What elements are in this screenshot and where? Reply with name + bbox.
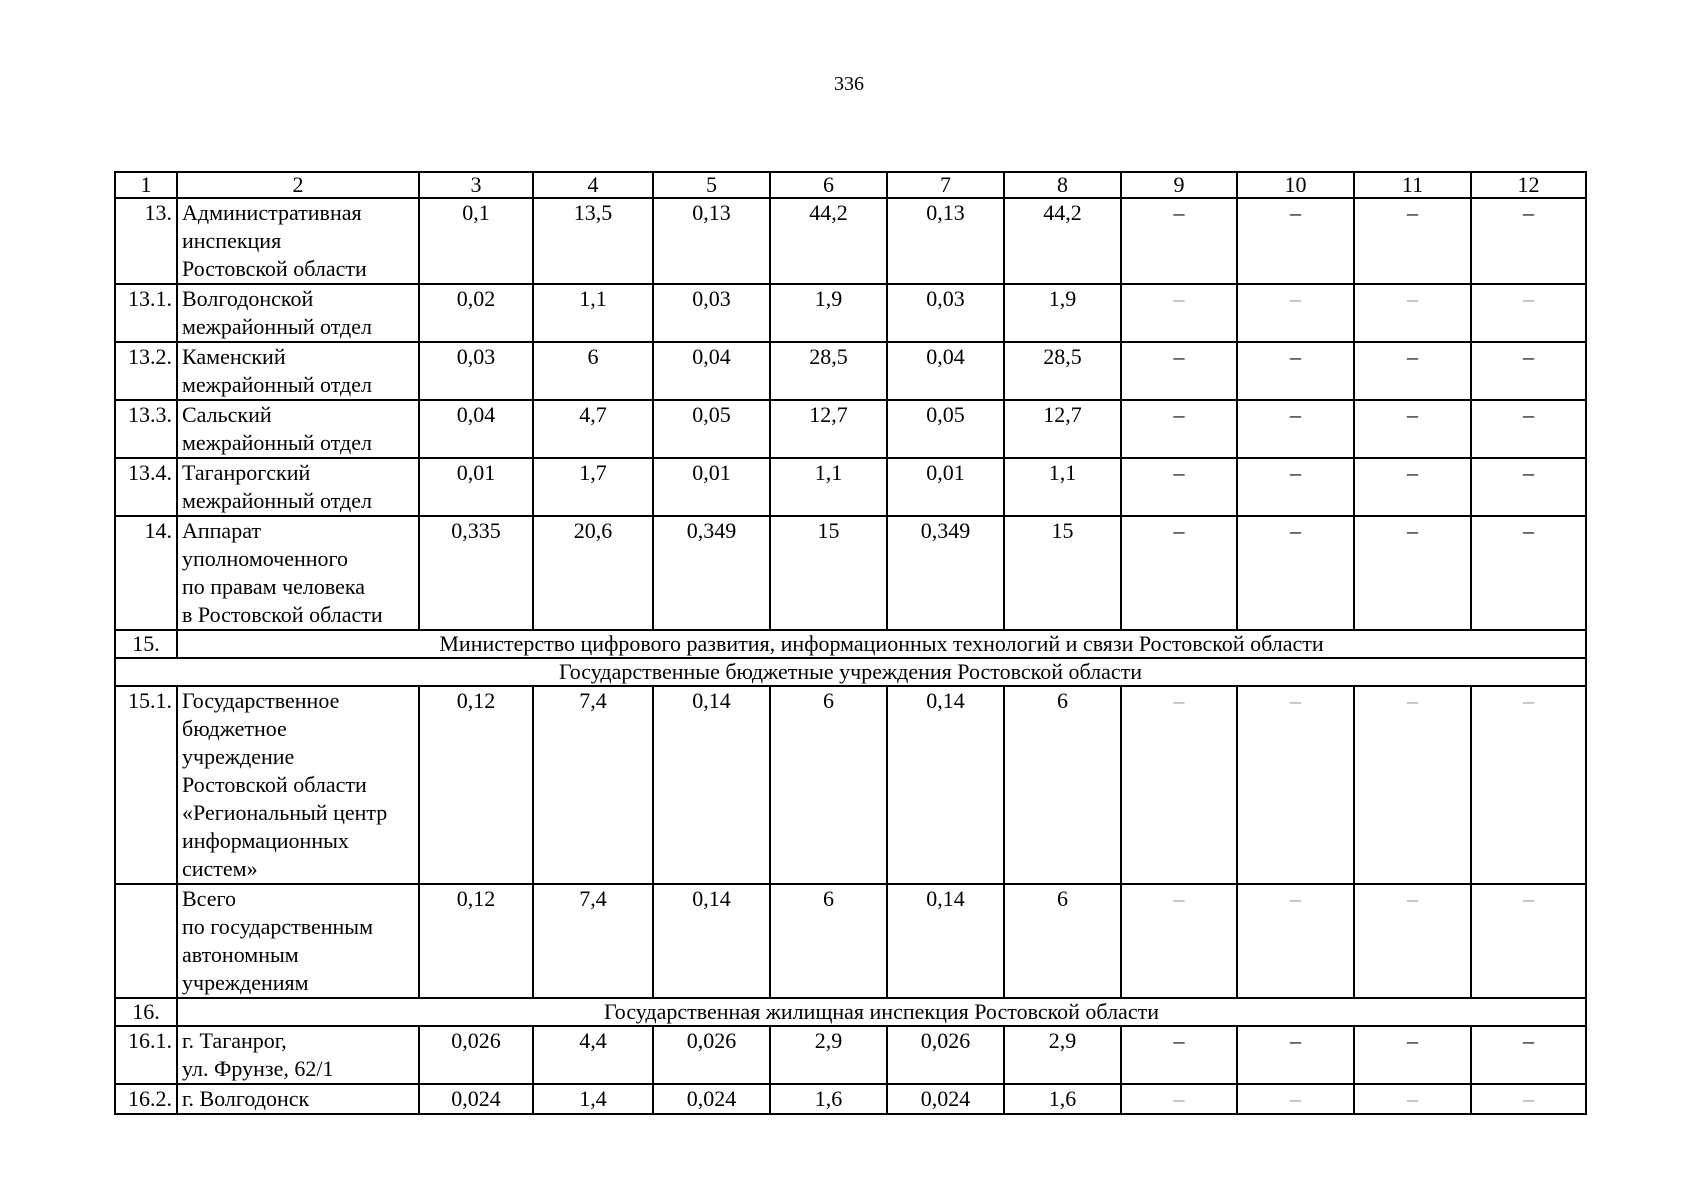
row-number <box>115 884 177 998</box>
value-cell: 0,04 <box>419 400 533 458</box>
dash-cell: – <box>1354 400 1471 458</box>
row-number: 16.1. <box>115 1026 177 1084</box>
row-name: Государственное бюджетное учреждение Ростовской области «Региональный центр информационных систем» <box>177 686 419 884</box>
row-name: г. Волгодонск <box>177 1084 419 1114</box>
value-cell: 6 <box>533 342 653 400</box>
value-cell: 0,01 <box>419 458 533 516</box>
dash-cell: – <box>1354 884 1471 998</box>
value-cell: 0,13 <box>653 198 770 284</box>
value-cell: 1,1 <box>770 458 887 516</box>
value-cell: 12,7 <box>770 400 887 458</box>
dash-cell: – <box>1354 284 1471 342</box>
column-header: 7 <box>887 172 1004 198</box>
value-cell: 1,4 <box>533 1084 653 1114</box>
value-cell: 1,1 <box>1004 458 1121 516</box>
column-header: 9 <box>1121 172 1237 198</box>
row-number: 13.2. <box>115 342 177 400</box>
section-row <box>115 998 1586 1026</box>
section-title: Государственная жилищная инспекция Ростовской области <box>177 998 1586 1026</box>
subsection-title: Государственные бюджетные учреждения Ростовской области <box>115 658 1586 686</box>
row-number: 13.4. <box>115 458 177 516</box>
table-row <box>115 400 1586 458</box>
row-name: Таганрогский межрайонный отдел <box>177 458 419 516</box>
value-cell: 0,01 <box>653 458 770 516</box>
value-cell: 1,9 <box>1004 284 1121 342</box>
value-cell: 0,14 <box>653 686 770 884</box>
dash-cell: – <box>1121 686 1237 884</box>
value-cell: 0,024 <box>653 1084 770 1114</box>
value-cell: 0,026 <box>653 1026 770 1084</box>
dash-cell: – <box>1237 342 1354 400</box>
value-cell: 7,4 <box>533 686 653 884</box>
page-number: 336 <box>834 73 864 95</box>
value-cell: 28,5 <box>770 342 887 400</box>
value-cell: 0,335 <box>419 516 533 630</box>
dash-cell: – <box>1354 342 1471 400</box>
table-row <box>115 1026 1586 1084</box>
table-row <box>115 342 1586 400</box>
value-cell: 20,6 <box>533 516 653 630</box>
total-row <box>115 884 1586 998</box>
data-table <box>114 171 1587 1115</box>
column-header: 1 <box>115 172 177 198</box>
dash-cell: – <box>1237 516 1354 630</box>
row-number: 16.2. <box>115 1084 177 1114</box>
row-name: Административная инспекция Ростовской области <box>177 198 419 284</box>
dash-cell: – <box>1471 458 1586 516</box>
value-cell: 2,9 <box>770 1026 887 1084</box>
value-cell: 0,1 <box>419 198 533 284</box>
value-cell: 0,14 <box>887 686 1004 884</box>
value-cell: 0,024 <box>419 1084 533 1114</box>
column-header: 6 <box>770 172 887 198</box>
value-cell: 0,01 <box>887 458 1004 516</box>
value-cell: 0,03 <box>419 342 533 400</box>
value-cell: 0,04 <box>887 342 1004 400</box>
value-cell: 13,5 <box>533 198 653 284</box>
dash-cell: – <box>1237 1084 1354 1114</box>
value-cell: 0,05 <box>887 400 1004 458</box>
value-cell: 1,1 <box>533 284 653 342</box>
column-header: 2 <box>177 172 419 198</box>
table-row <box>115 458 1586 516</box>
dash-cell: – <box>1237 198 1354 284</box>
column-header: 8 <box>1004 172 1121 198</box>
value-cell: 0,03 <box>887 284 1004 342</box>
value-cell: 0,05 <box>653 400 770 458</box>
dash-cell: – <box>1237 400 1354 458</box>
value-cell: 0,02 <box>419 284 533 342</box>
table-row <box>115 1084 1586 1114</box>
dash-cell: – <box>1471 198 1586 284</box>
value-cell: 0,04 <box>653 342 770 400</box>
value-cell: 0,14 <box>653 884 770 998</box>
row-number: 16. <box>115 998 177 1026</box>
value-cell: 4,4 <box>533 1026 653 1084</box>
value-cell: 0,349 <box>653 516 770 630</box>
value-cell: 0,12 <box>419 884 533 998</box>
value-cell: 1,6 <box>1004 1084 1121 1114</box>
dash-cell: – <box>1121 400 1237 458</box>
value-cell: 1,7 <box>533 458 653 516</box>
row-number: 13.3. <box>115 400 177 458</box>
value-cell: 0,13 <box>887 198 1004 284</box>
value-cell: 0,03 <box>653 284 770 342</box>
dash-cell: – <box>1121 458 1237 516</box>
dash-cell: – <box>1471 516 1586 630</box>
column-header: 5 <box>653 172 770 198</box>
dash-cell: – <box>1471 1084 1586 1114</box>
row-name: Волгодонской межрайонный отдел <box>177 284 419 342</box>
row-number: 13.1. <box>115 284 177 342</box>
value-cell: 12,7 <box>1004 400 1121 458</box>
section-title: Министерство цифрового развития, информационных технологий и связи Ростовской области <box>177 630 1586 658</box>
dash-cell: – <box>1471 1026 1586 1084</box>
dash-cell: – <box>1121 1084 1237 1114</box>
column-header: 11 <box>1354 172 1471 198</box>
value-cell: 2,9 <box>1004 1026 1121 1084</box>
dash-cell: – <box>1471 284 1586 342</box>
value-cell: 28,5 <box>1004 342 1121 400</box>
value-cell: 0,14 <box>887 884 1004 998</box>
column-header: 4 <box>533 172 653 198</box>
value-cell: 6 <box>1004 686 1121 884</box>
value-cell: 0,12 <box>419 686 533 884</box>
table-row <box>115 686 1586 884</box>
dash-cell: – <box>1237 884 1354 998</box>
dash-cell: – <box>1471 400 1586 458</box>
value-cell: 7,4 <box>533 884 653 998</box>
table-row <box>115 284 1586 342</box>
subsection-row <box>115 658 1586 686</box>
value-cell: 0,349 <box>887 516 1004 630</box>
dash-cell: – <box>1471 884 1586 998</box>
dash-cell: – <box>1354 516 1471 630</box>
dash-cell: – <box>1354 686 1471 884</box>
row-number: 15.1. <box>115 686 177 884</box>
value-cell: 0,026 <box>419 1026 533 1084</box>
row-number: 15. <box>115 630 177 658</box>
dash-cell: – <box>1354 1026 1471 1084</box>
section-row <box>115 630 1586 658</box>
dash-cell: – <box>1237 686 1354 884</box>
dash-cell: – <box>1354 458 1471 516</box>
dash-cell: – <box>1237 1026 1354 1084</box>
dash-cell: – <box>1121 1026 1237 1084</box>
column-header: 12 <box>1471 172 1586 198</box>
value-cell: 4,7 <box>533 400 653 458</box>
table-row <box>115 516 1586 630</box>
row-name: г. Таганрог, ул. Фрунзе, 62/1 <box>177 1026 419 1084</box>
value-cell: 6 <box>770 884 887 998</box>
dash-cell: – <box>1121 198 1237 284</box>
dash-cell: – <box>1121 284 1237 342</box>
value-cell: 6 <box>770 686 887 884</box>
dash-cell: – <box>1471 342 1586 400</box>
table-row <box>115 198 1586 284</box>
row-name: Аппарат уполномоченного по правам человека в Ростовской области <box>177 516 419 630</box>
dash-cell: – <box>1237 458 1354 516</box>
row-number: 14. <box>115 516 177 630</box>
row-name: Сальский межрайонный отдел <box>177 400 419 458</box>
value-cell: 15 <box>770 516 887 630</box>
dash-cell: – <box>1354 1084 1471 1114</box>
value-cell: 44,2 <box>1004 198 1121 284</box>
row-name: Каменский межрайонный отдел <box>177 342 419 400</box>
row-number: 13. <box>115 198 177 284</box>
value-cell: 1,9 <box>770 284 887 342</box>
column-header: 10 <box>1237 172 1354 198</box>
value-cell: 0,024 <box>887 1084 1004 1114</box>
value-cell: 0,026 <box>887 1026 1004 1084</box>
dash-cell: – <box>1121 516 1237 630</box>
value-cell: 6 <box>1004 884 1121 998</box>
value-cell: 1,6 <box>770 1084 887 1114</box>
value-cell: 44,2 <box>770 198 887 284</box>
column-header: 3 <box>419 172 533 198</box>
dash-cell: – <box>1354 198 1471 284</box>
dash-cell: – <box>1121 884 1237 998</box>
row-name: Всего по государственным автономным учреждениям <box>177 884 419 998</box>
value-cell: 15 <box>1004 516 1121 630</box>
dash-cell: – <box>1237 284 1354 342</box>
header-row <box>115 172 1586 198</box>
dash-cell: – <box>1471 686 1586 884</box>
dash-cell: – <box>1121 342 1237 400</box>
